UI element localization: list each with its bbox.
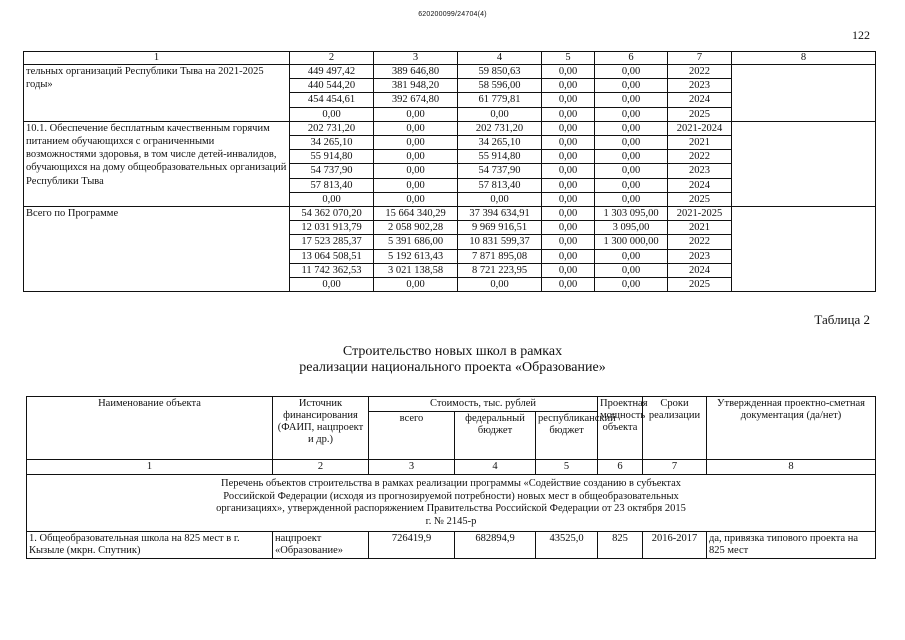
table-cell: 0,00 (542, 150, 595, 164)
table-cell: 12 031 913,79 (290, 221, 374, 235)
table-cell: 17 523 285,37 (290, 235, 374, 249)
table-cell: 2021 (668, 136, 732, 150)
header-row (27, 397, 876, 412)
empty-cell (732, 121, 876, 206)
table-cell: 54 362 070,20 (290, 207, 374, 221)
table-cell: 34 265,10 (458, 136, 542, 150)
table-cell: 0,00 (595, 249, 668, 263)
header-federal: федеральный бюджет (455, 412, 536, 460)
table-cell: 2023 (668, 249, 732, 263)
object-source: нацпроект «Образование» (273, 532, 369, 559)
header-source: Источник финансирования (ФАИП, нацпроект и др.) (273, 397, 369, 460)
header-cost: Стоимость, тыс. рублей (369, 397, 598, 412)
table-cell: 0,00 (595, 79, 668, 93)
table-cell: 2025 (668, 278, 732, 292)
financing-table (23, 51, 876, 292)
table-cell: 0,00 (595, 263, 668, 277)
table-cell: 55 914,80 (290, 150, 374, 164)
table-cell: 2023 (668, 164, 732, 178)
program-item-name: тельных организаций Республики Тыва на 2021-2025 годы» (24, 65, 290, 122)
table-cell: 5 192 613,43 (374, 249, 458, 263)
column-number: 2 (273, 460, 369, 475)
table-cell: 58 596,00 (458, 79, 542, 93)
section-title (0, 344, 905, 376)
object-docs: да, привязка типового проекта на 825 мест (707, 532, 876, 559)
column-number: 1 (27, 460, 273, 475)
title-line: Строительство новых школ в рамках (342, 344, 563, 359)
table-cell: 0,00 (374, 278, 458, 292)
column-number: 7 (643, 460, 707, 475)
header-capacity: Проектная мощность объекта (598, 397, 643, 460)
table-cell: 0,00 (374, 150, 458, 164)
table-cell: 2024 (668, 178, 732, 192)
table-cell: 11 742 362,53 (290, 263, 374, 277)
table-cell: 2022 (668, 150, 732, 164)
table-cell: 0,00 (374, 178, 458, 192)
table-cell: 0,00 (542, 107, 595, 121)
table-cell: 389 646,80 (374, 65, 458, 79)
table-cell: 0,00 (458, 278, 542, 292)
table-cell: 0,00 (542, 263, 595, 277)
table-cell: 0,00 (542, 79, 595, 93)
table-cell: 0,00 (542, 164, 595, 178)
document-code: 620200099/24704(4) (418, 11, 487, 18)
header-period: Сроки реализации (643, 397, 707, 460)
section-row (27, 475, 876, 532)
table-cell: 202 731,20 (290, 121, 374, 135)
table-cell: 0,00 (542, 178, 595, 192)
column-number: 8 (707, 460, 876, 475)
table-cell: 0,00 (542, 235, 595, 249)
table-cell: 57 813,40 (458, 178, 542, 192)
table-cell: 0,00 (595, 136, 668, 150)
table-cell: 5 391 686,00 (374, 235, 458, 249)
table-cell: 0,00 (595, 93, 668, 107)
table-cell: 0,00 (595, 278, 668, 292)
table-cell: 2 058 902,28 (374, 221, 458, 235)
table-cell: 1 303 095,00 (595, 207, 668, 221)
table-cell: 34 265,10 (290, 136, 374, 150)
object-federal: 682894,9 (455, 532, 536, 559)
table-cell: 2022 (668, 235, 732, 249)
object-total: 726419,9 (369, 532, 455, 559)
table-cell: 3 095,00 (595, 221, 668, 235)
table-cell: 0,00 (374, 136, 458, 150)
table-cell: 0,00 (458, 107, 542, 121)
table-cell: 0,00 (374, 192, 458, 206)
table-cell: 9 969 916,51 (458, 221, 542, 235)
page-number: 122 (852, 28, 870, 42)
table-cell: 0,00 (374, 107, 458, 121)
column-number: 6 (595, 52, 668, 65)
table-cell: 1 300 000,00 (595, 235, 668, 249)
table-cell: 440 544,20 (290, 79, 374, 93)
table-cell: 381 948,20 (374, 79, 458, 93)
column-number: 7 (668, 52, 732, 65)
table-cell: 0,00 (542, 221, 595, 235)
program-item-name: Всего по Программе (24, 207, 290, 292)
table-cell: 13 064 508,51 (290, 249, 374, 263)
table-cell: 0,00 (595, 65, 668, 79)
table-cell: 7 871 895,08 (458, 249, 542, 263)
title-line: реализации национального проекта «Образование» (299, 360, 606, 375)
table-cell: 202 731,20 (458, 121, 542, 135)
empty-cell (732, 65, 876, 122)
table-row (24, 65, 876, 79)
table-cell: 2024 (668, 93, 732, 107)
column-number: 3 (369, 460, 455, 475)
column-number-row (24, 52, 876, 65)
table-row (24, 207, 876, 221)
table-cell: 54 737,90 (290, 164, 374, 178)
column-number: 4 (455, 460, 536, 475)
object-name: 1. Общеобразовательная школа на 825 мест в г. Кызыле (мкрн. Спутник) (27, 532, 273, 559)
header-total: всего (369, 412, 455, 460)
table-cell: 37 394 634,91 (458, 207, 542, 221)
table-cell: 54 737,90 (458, 164, 542, 178)
table-cell: 0,00 (290, 192, 374, 206)
header-republic: республиканский бюджет (536, 412, 598, 460)
table-cell: 0,00 (542, 278, 595, 292)
table-cell: 0,00 (458, 192, 542, 206)
table-cell: 0,00 (542, 207, 595, 221)
header-docs: Утвержденная проектно-сметная документация (да/нет) (707, 397, 876, 460)
table-cell: 2025 (668, 192, 732, 206)
table-cell: 2023 (668, 79, 732, 93)
table-cell: 0,00 (542, 121, 595, 135)
column-number: 5 (536, 460, 598, 475)
table-cell: 15 664 340,29 (374, 207, 458, 221)
column-number: 6 (598, 460, 643, 475)
column-number: 3 (374, 52, 458, 65)
table-cell: 0,00 (595, 164, 668, 178)
header-name: Наименование объекта (27, 397, 273, 460)
table-cell: 59 850,63 (458, 65, 542, 79)
table-cell: 8 721 223,95 (458, 263, 542, 277)
column-number: 4 (458, 52, 542, 65)
table-cell: 0,00 (290, 107, 374, 121)
table-cell: 0,00 (542, 136, 595, 150)
table-cell: 0,00 (542, 249, 595, 263)
table-cell: 2025 (668, 107, 732, 121)
column-number: 5 (542, 52, 595, 65)
table-cell: 0,00 (542, 192, 595, 206)
table-cell: 0,00 (595, 178, 668, 192)
program-item-name: 10.1. Обеспечение бесплатным качественным горячим питанием обучающихся с ограниченными возможностями здоровья, в том числе детей-инвалидов, обучающихся на дому общеобразовательных организаций Республики Тыва (24, 121, 290, 206)
table-cell: 10 831 599,37 (458, 235, 542, 249)
table-cell: 0,00 (374, 121, 458, 135)
table-cell: 57 813,40 (290, 178, 374, 192)
table-cell: 0,00 (542, 65, 595, 79)
table-cell: 449 497,42 (290, 65, 374, 79)
table-cell: 0,00 (542, 93, 595, 107)
section-heading: Перечень объектов строительства в рамках реализации программы «Содействие созданию в субъектах Российской Федерации (исходя из прогнозируемой потребности) новых мест в общеобразовательных организациях», утвержденной распоряжением Правительства Российской Федерации от 23 октября 2015 г. № 2145-р (27, 475, 876, 532)
empty-cell (732, 207, 876, 292)
table-cell: 392 674,80 (374, 93, 458, 107)
table-cell: 2024 (668, 263, 732, 277)
object-period: 2016-2017 (643, 532, 707, 559)
column-number-row (27, 460, 876, 475)
table-cell: 2021-2025 (668, 207, 732, 221)
object-republic: 43525,0 (536, 532, 598, 559)
column-number: 2 (290, 52, 374, 65)
table-row (27, 532, 876, 559)
table-cell: 0,00 (595, 150, 668, 164)
table-cell: 3 021 138,58 (374, 263, 458, 277)
table-cell: 0,00 (595, 107, 668, 121)
table-cell: 2022 (668, 65, 732, 79)
table-cell: 0,00 (290, 278, 374, 292)
table-cell: 2021 (668, 221, 732, 235)
table-cell: 2021-2024 (668, 121, 732, 135)
table-cell: 55 914,80 (458, 150, 542, 164)
table-row (24, 121, 876, 135)
table-cell: 61 779,81 (458, 93, 542, 107)
table-label: Таблица 2 (814, 312, 870, 327)
column-number: 1 (24, 52, 290, 65)
table-cell: 454 454,61 (290, 93, 374, 107)
table-cell: 0,00 (595, 192, 668, 206)
table-cell: 0,00 (374, 164, 458, 178)
schools-table (26, 396, 876, 559)
table-cell: 0,00 (595, 121, 668, 135)
column-number: 8 (732, 52, 876, 65)
object-capacity: 825 (598, 532, 643, 559)
